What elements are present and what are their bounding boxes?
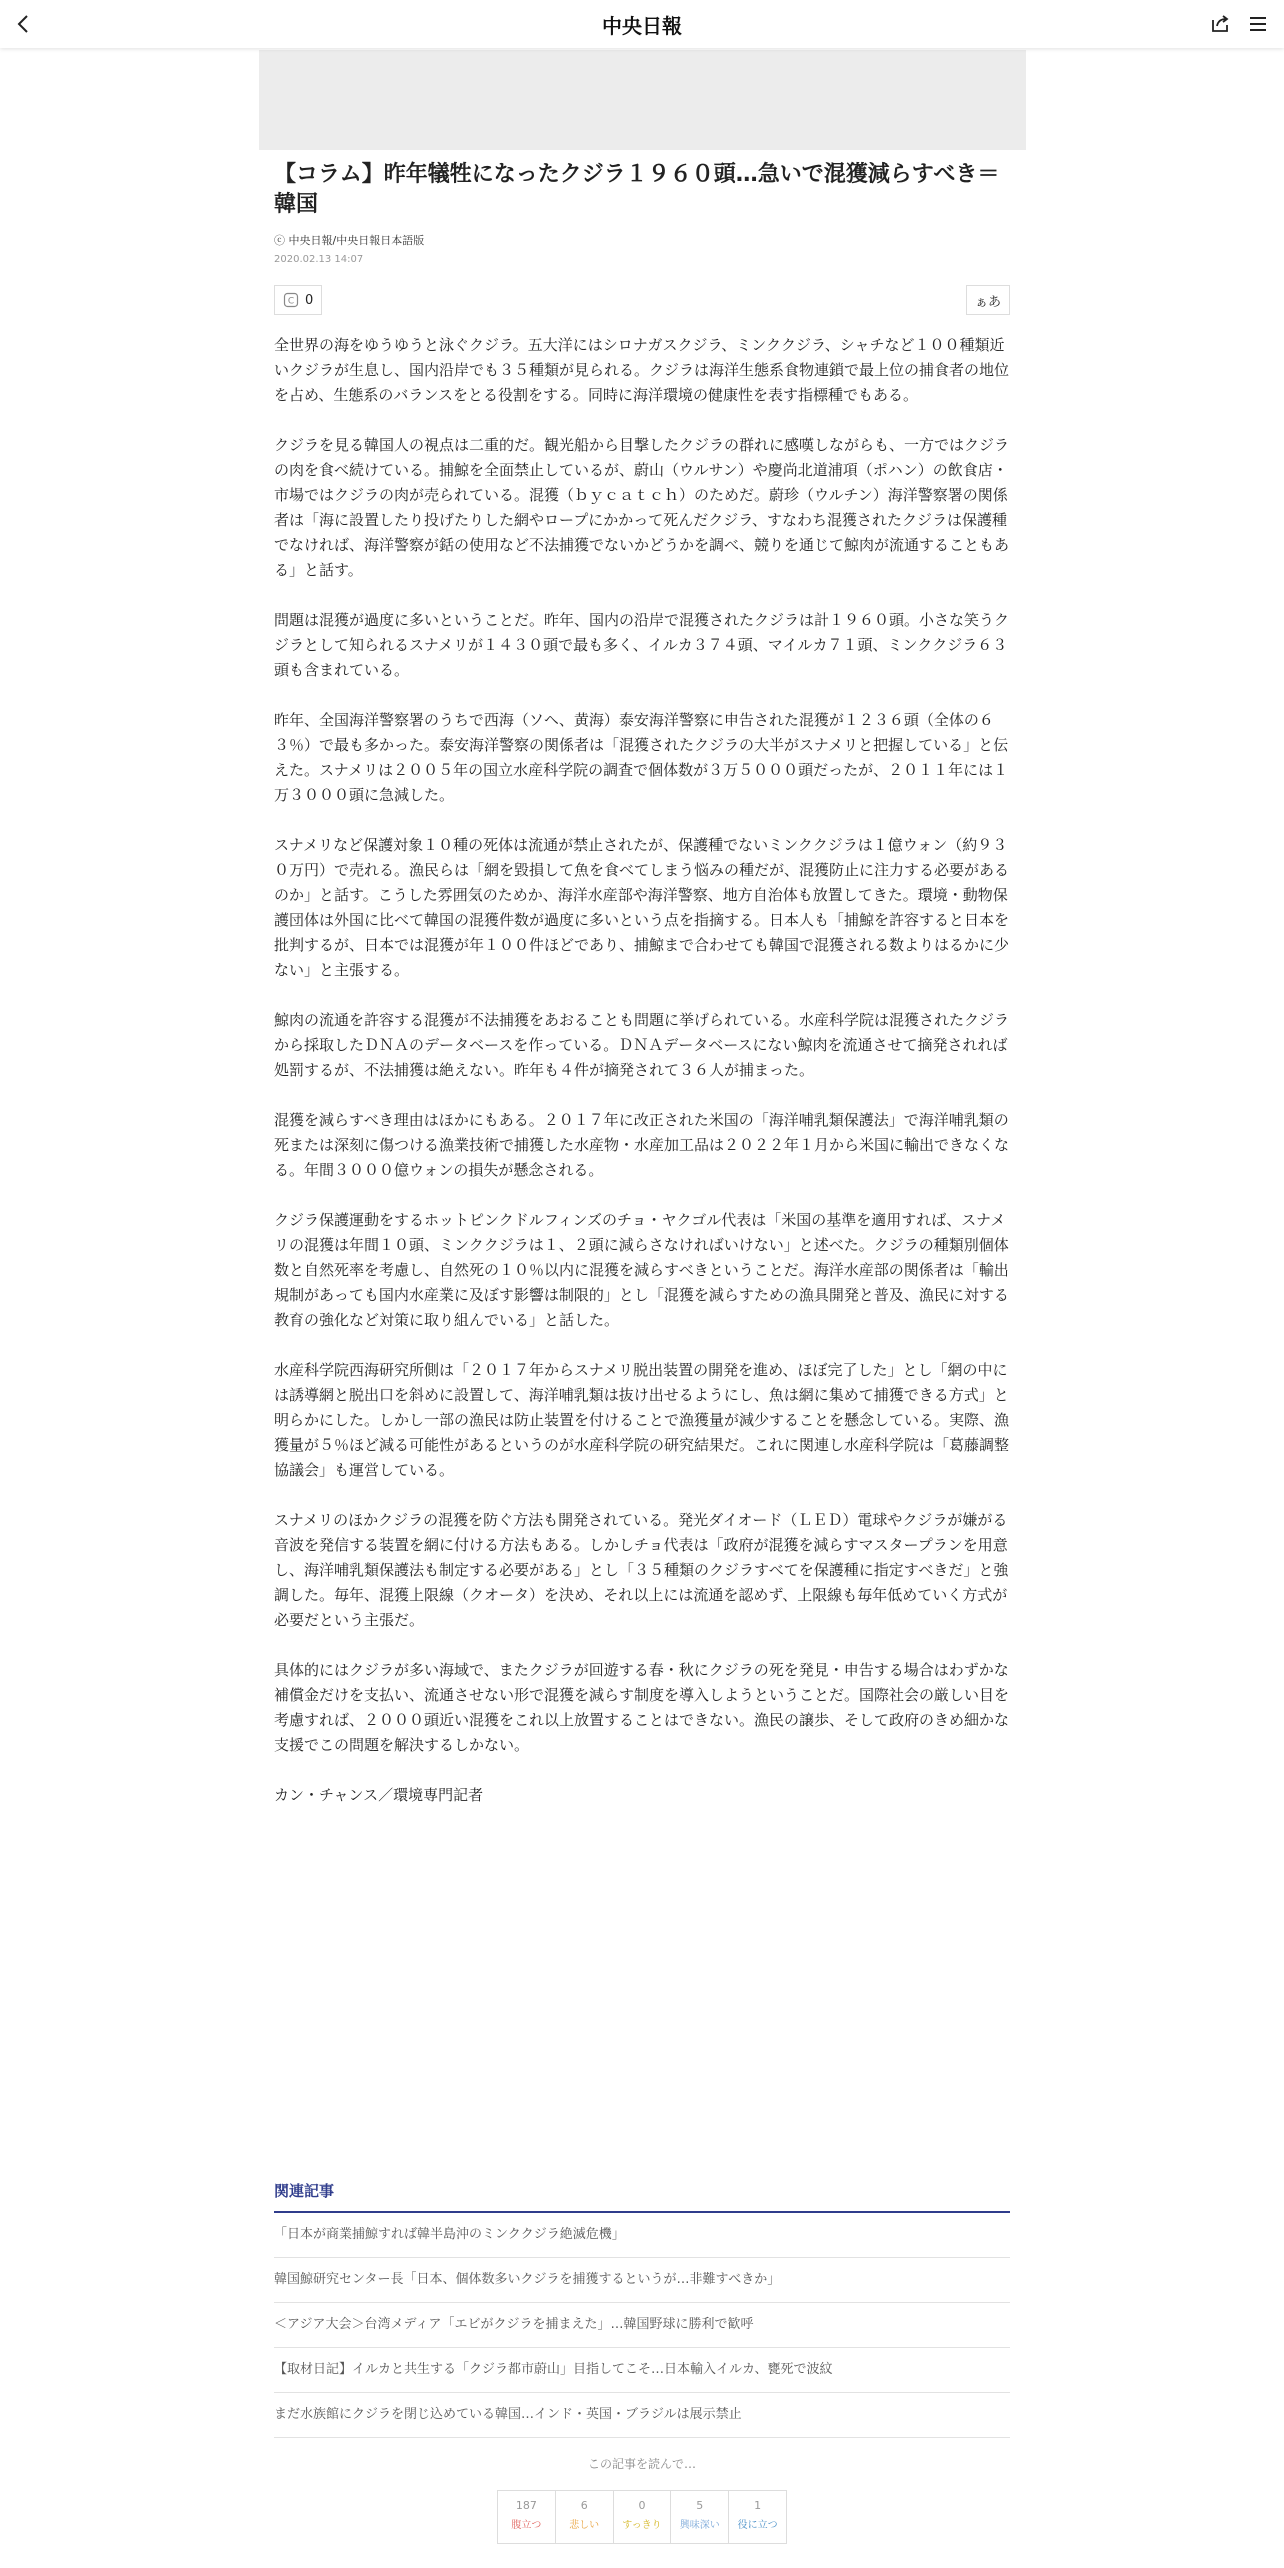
related-article-link[interactable]: まだ水族館にクジラを閉じ込めている韓国…インド・英国・ブラジルは展示禁止 — [274, 2393, 1010, 2438]
reaction-refreshing-button[interactable] — [614, 2491, 672, 2543]
paragraph: クジラ保護運動をするホットピンクドルフィンズのチョ・ヤクゴル代表は「米国の基準を適用すれば、スナメリの混獲は年間１０頭、ミンククジラは１、２頭に減らさなければいけない」と述べた。クジラの種類別個体数と自然死率を考慮し、自然死の１０％以内に混獲を減らすべきということだ。海洋水産部の関係者は「輸出規制があっても国内水産業に及ぼす影響は制限的」とし「混獲を減らすための漁具開発と普及、漁民に対する教育の強化など対策に取り組んでいる」と話した。 — [274, 1211, 1009, 1329]
reaction-label: 役に立つ — [737, 2520, 778, 2531]
paragraph: 問題は混獲が過度に多いということだ。昨年、国内の沿岸で混獲されたクジラは計１９６０頭。小さな笑うクジラとして知られるスナメリが１４３０頭で最も多く、イルカ３７４頭、マイルカ７１頭、ミンククジラ６３頭も含まれている。 — [274, 611, 1010, 679]
related-article-link[interactable]: ＜アジア大会＞台湾メディア「エビがクジラを捕まえた」…韓国野球に勝利で歓呼 — [274, 2303, 1010, 2348]
paragraph: 全世界の海をゆうゆうと泳ぐクジラ。五大洋にはシロナガスクジラ、ミンククジラ、シャチなど１００種類近いクジラが生息し、国内沿岸でも３５種類が見られる。クジラは海洋生態系食物連鎖で最上位の捕食者の地位を占め、生態系のバランスをとる役割をする。同時に海洋環境の健康性を表す指標種でもある。 — [274, 336, 1010, 404]
article-date: 2020.02.13 14:07 — [274, 254, 364, 265]
comment-count: 0 — [305, 292, 314, 308]
paragraph: 昨年、全国海洋警察署のうちで西海（ソヘ、黄海）泰安海洋警察に申告された混獲が１２３６頭（全体の６３％）で最も多かった。泰安海洋警察の関係者は「混獲されたクジラの大半がスナメリと把握している」と伝えた。スナメリは２００５年の国立水産科学院の調査で個体数が３万５０００頭だったが、２０１１年には１万３０００頭に急減した。 — [274, 711, 1009, 804]
reaction-count: 0 — [638, 2499, 646, 2512]
reaction-helpful-button[interactable] — [729, 2491, 786, 2543]
reaction-count: 5 — [696, 2499, 704, 2512]
paragraph: 具体的にはクジラが多い海域で、またクジラが回遊する春・秋にクジラの死を発見・申告する場合はわずかな補償金だけを支払い、流通させない形で混獲を減らす制度を導入しようということだ。国際社会の厳しい目を考慮すれば、２０００頭近い混獲をこれ以上放置することはできない。漁民の譲歩、そして政府のきめ細かな支援でこの問題を解決するしかない。 — [274, 1661, 1010, 1754]
reaction-angry-button[interactable] — [498, 2491, 556, 2543]
related-heading: 関連記事 — [274, 2180, 1010, 2213]
chevron-left-icon[interactable] — [12, 12, 36, 36]
reaction-prompt: この記事を読んで… — [587, 2457, 696, 2471]
article-container — [274, 160, 1010, 1833]
article-source: ⓒ 中央日報/中央日報日本語版 — [274, 234, 425, 247]
reaction-sad-button[interactable] — [556, 2491, 614, 2543]
svg-text:C: C — [287, 296, 295, 307]
paragraph: スナメリなど保護対象１０種の死体は流通が禁止されたが、保護種でないミンククジラは１億ウォン（約９３０万円）で売れる。漁民らは「網を毀損して魚を食べてしまう悩みの種だが、混獲防止に注力する必要があるのか」と話す。こうした雰囲気のためか、海洋水産部や海洋警察、地方自治体も放置してきた。環境・動物保護団体は外国に比べて韓国の混獲件数が過度に多いという点を指摘する。日本人も「捕鯨を許容すると日本を批判するが、日本では混獲が年１００件ほどであり、捕鯨まで合わせても韓国で混獲される数よりはるかに少ない」と主張する。 — [274, 836, 1010, 979]
reaction-interesting-button[interactable] — [671, 2491, 729, 2543]
site-logo: 中央日報 — [602, 14, 682, 38]
related-article-link[interactable]: 【取材日記】イルカと共生する「クジラ都市蔚山」目指してこそ…日本輸入イルカ、甕死で波紋 — [274, 2348, 1010, 2393]
advertisement-banner — [259, 50, 1026, 150]
top-navigation-bar — [0, 0, 1284, 48]
reaction-panel — [497, 2490, 787, 2544]
comment-button[interactable] — [274, 285, 322, 315]
reaction-label: すっきり — [622, 2520, 662, 2531]
reaction-label: 腹立つ — [511, 2520, 542, 2531]
related-articles — [274, 2180, 1010, 2438]
article-toolbar — [274, 285, 1010, 317]
related-article-link[interactable]: 韓国鯨研究センター長「日本、個体数多いクジラを捕獲するというが…非難すべきか」 — [274, 2258, 1010, 2303]
article-body — [274, 333, 1010, 1808]
author-byline: カン・チャンス／環境専門記者 — [274, 1786, 484, 1804]
reaction-label: 興味深い — [679, 2520, 720, 2531]
reaction-count: 1 — [754, 2499, 762, 2512]
hamburger-menu-icon[interactable] — [1246, 12, 1270, 36]
font-size-button[interactable]: ぁあ — [966, 285, 1010, 315]
paragraph: 混獲を減らすべき理由はほかにもある。２０１７年に改正された米国の「海洋哺乳類保護法」で海洋哺乳類の死または深刻に傷つける漁業技術で捕獲した水産物・水産加工品は２０２２年１月から米国に輸出できなくなる。年間３０００億ウォンの損失が懸念される。 — [274, 1111, 1010, 1179]
paragraph: 水産科学院西海研究所側は「２０１７年からスナメリ脱出装置の開発を進め、ほぼ完了した」とし「網の中には誘導網と脱出口を斜めに設置して、海洋哺乳類は抜け出せるようにし、魚は網に集めて捕獲できる方式」と明らかにした。しかし一部の漁民は防止装置を付けることで漁獲量が減少することを懸念している。実際、漁獲量が５％ほど減る可能性があるというのが水産科学院の研究結果だ。これに関連し水産科学院は「葛藤調整協議会」も運営している。 — [274, 1361, 1010, 1479]
related-article-link[interactable]: 「日本が商業捕鯨すれば韓半島沖のミンククジラ絶滅危機」 — [274, 2213, 1010, 2258]
reaction-count: 187 — [515, 2499, 537, 2512]
share-icon[interactable] — [1208, 12, 1232, 36]
paragraph: 鯨肉の流通を許容する混獲が不法捕獲をあおることも問題に挙げられている。水産科学院は混獲されたクジラから採取したＤＮＡのデータベースを作っている。ＤＮＡデータベースにない鯨肉を流通させて摘発されれば処罰するが、不法捕獲は絶えない。昨年も４件が摘発されて３６人が捕まった。 — [274, 1011, 1010, 1079]
reaction-label: 悲しい — [569, 2520, 600, 2531]
reaction-count: 6 — [580, 2499, 588, 2512]
paragraph: クジラを見る韓国人の視点は二重的だ。観光船から目撃したクジラの群れに感嘆しながらも、一方ではクジラの肉を食べ続けている。捕鯨を全面禁止しているが、蔚山（ウルサン）や慶尚北道浦項（ポハン）の飲食店・市場ではクジラの肉が売られている。混獲（ｂｙｃａｔｃｈ）のためだ。蔚珍（ウルチン）海洋警察署の関係者は「海に設置したり投げたりした網やロープにかかって死んだクジラ、すなわち混獲されたクジラは保護種でなければ、海洋警察が銛の使用など不法捕獲でないかどうかを調べ、競りを通じて鯨肉が流通することもある」と話す。 — [274, 436, 1010, 579]
paragraph: スナメリのほかクジラの混獲を防ぐ方法も開発されている。発光ダイオード（ＬＥＤ）電球やクジラが嫌がる音波を発信する装置を網に付ける方法もある。しかしチョ代表は「政府が混獲を減らすマスタープランを用意し、海洋哺乳類保護法も制定する必要がある」とし「３５種類のクジラすべてを保護種に指定すべきだ」と強調した。毎年、混獲上限線（クオータ）を決め、それ以上には流通を認めず、上限線も毎年低めていく方式が必要だという主張だ。 — [274, 1511, 1009, 1629]
comment-icon — [283, 292, 299, 308]
article-headline: 【コラム】昨年犠牲になったクジラ１９６０頭…急いで混獲減らすべき＝韓国 — [274, 162, 1000, 217]
